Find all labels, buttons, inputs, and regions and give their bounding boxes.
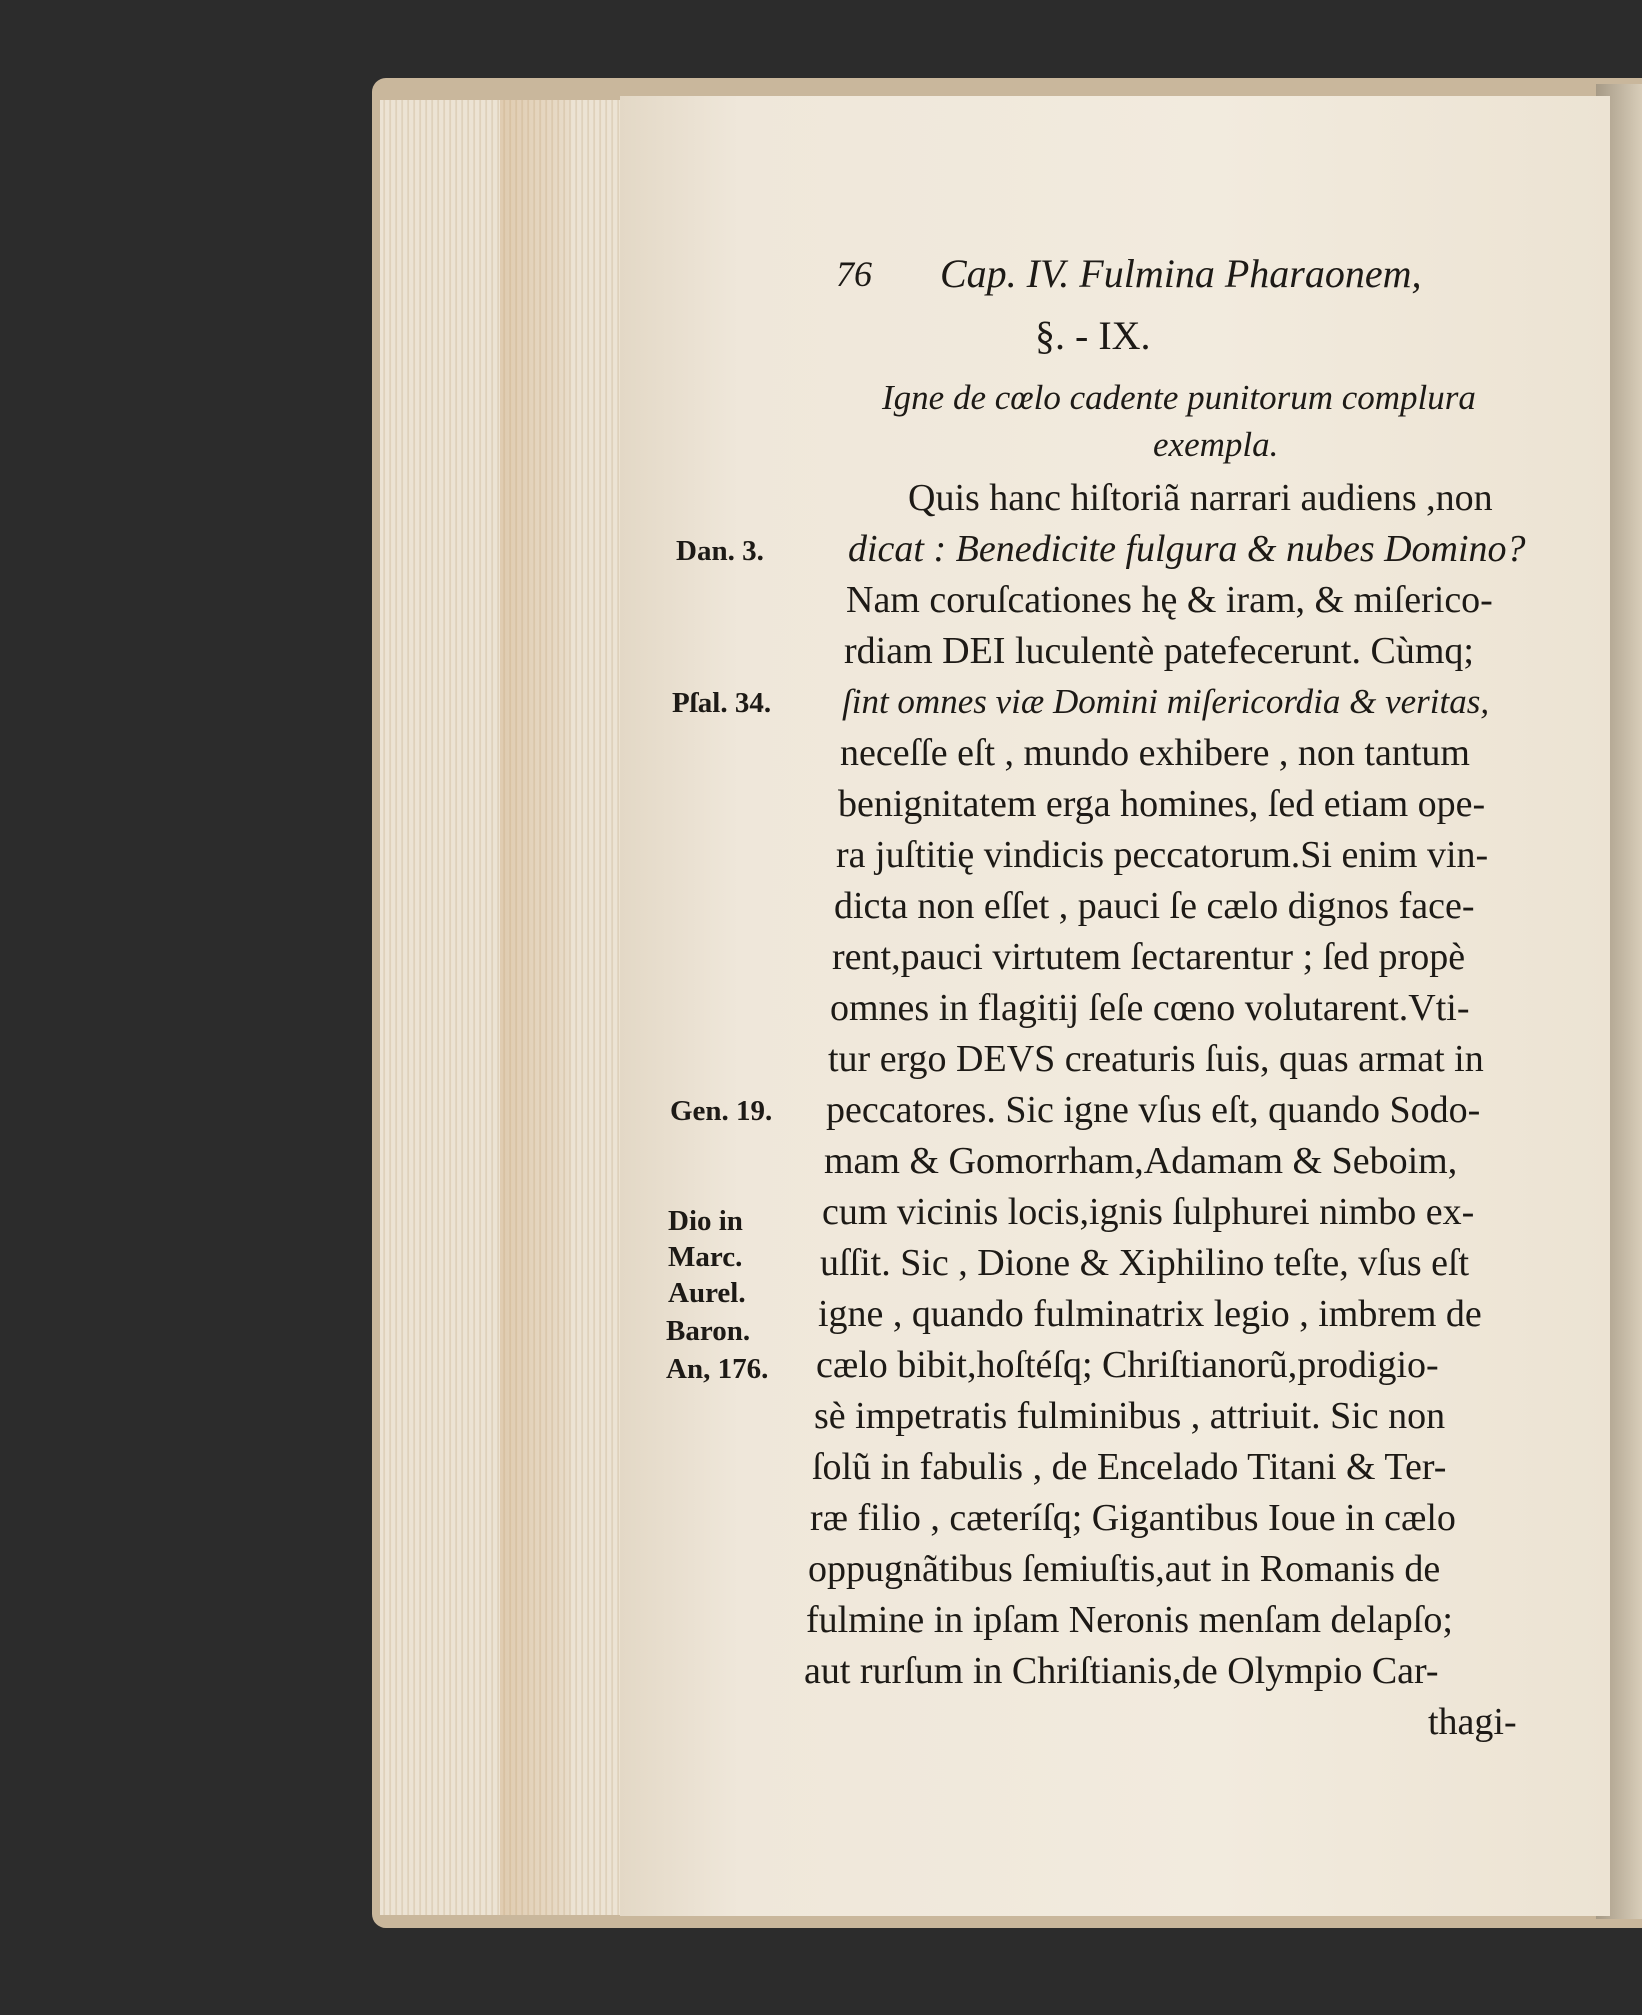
body-line-9: dicta non eſſet , pauci ſe cælo dignos face- — [834, 885, 1475, 927]
body-line-6: neceſſe eſt , mundo exhibere , non tantum — [840, 732, 1470, 774]
marginal-note: Aurel. — [668, 1277, 746, 1309]
body-line-7: benignitatem erga homines, ſed etiam ope- — [838, 783, 1486, 825]
body-line-11: omnes in flagitij ſeſe cœno volutarent.Vti- — [830, 987, 1470, 1029]
body-line-10: rent,pauci virtutem ſectarentur ; ſed propè — [832, 936, 1466, 978]
book-page — [620, 96, 1610, 1916]
marginal-note: An, 176. — [666, 1353, 769, 1385]
body-line-13: peccatores. Sic igne vſus eſt, quando Sodo- — [826, 1089, 1481, 1131]
body-line-24: aut rurſum in Chriſtianis,de Olympio Car- — [804, 1650, 1439, 1692]
body-line-16: uſſit. Sic , Dione & Xiphilino teſte, vſus eſt — [820, 1242, 1470, 1284]
body-line-18: cælo bibit,hoſtéſq; Chriſtianorũ,prodigio- — [816, 1344, 1439, 1386]
section-title-line2: exempla. — [1153, 425, 1279, 464]
body-line-5: ſint omnes viæ Domini miſericordia & veritas, — [842, 682, 1490, 721]
body-line-19: sè impetratis fulminibus , attriuit. Sic non — [814, 1395, 1446, 1437]
running-title: Cap. IV. Fulmina Pharaonem, — [940, 251, 1422, 296]
page-number: 76 — [836, 254, 872, 294]
marginal-note: Pſal. 34. — [672, 687, 772, 719]
marginal-note: Marc. — [668, 1241, 743, 1273]
body-line-14: mam & Gomorrham,Adamam & Seboim, — [824, 1140, 1458, 1182]
section-number: §. - IX. — [1035, 313, 1151, 358]
body-line-12: tur ergo DEVS creaturis ſuis, quas armat in — [828, 1038, 1484, 1080]
body-line-4: rdiam DEI luculentè patefecerunt. Cùmq; — [844, 630, 1474, 672]
page-edges — [380, 100, 622, 1915]
marginal-note: Dan. 3. — [676, 535, 764, 567]
body-line-3: Nam coruſcationes hę & iram, & miſerico- — [846, 579, 1493, 621]
section-title-line1: Igne de cœlo cadente punitorum complura — [882, 378, 1476, 417]
body-line-23: fulmine in ipſam Neronis menſam delapſo; — [806, 1599, 1453, 1641]
body-line-17: igne , quando fulminatrix legio , imbrem de — [818, 1293, 1482, 1335]
marginal-note: Baron. — [666, 1315, 751, 1347]
body-line-1: Quis hanc hiſtoriã narrari audiens ,non — [908, 477, 1493, 519]
body-line-8: ra juſtitię vindicis peccatorum.Si enim vin- — [836, 834, 1489, 876]
marginal-note: Dio in — [668, 1205, 743, 1237]
body-line-2: dicat : Benedicite fulgura & nubes Domino? — [848, 528, 1526, 570]
marginal-note: Gen. 19. — [670, 1095, 773, 1127]
body-line-22: oppugnãtibus ſemiuſtis,aut in Romanis de — [808, 1548, 1441, 1590]
body-line-20: ſolũ in fabulis , de Encelado Titani & Ter- — [812, 1446, 1447, 1488]
catchword: thagi- — [1428, 1701, 1517, 1743]
body-line-21: ræ filio , cæteríſq; Gigantibus Ioue in cælo — [810, 1497, 1456, 1539]
body-line-15: cum vicinis locis,ignis ſulphurei nimbo ex- — [822, 1191, 1475, 1233]
